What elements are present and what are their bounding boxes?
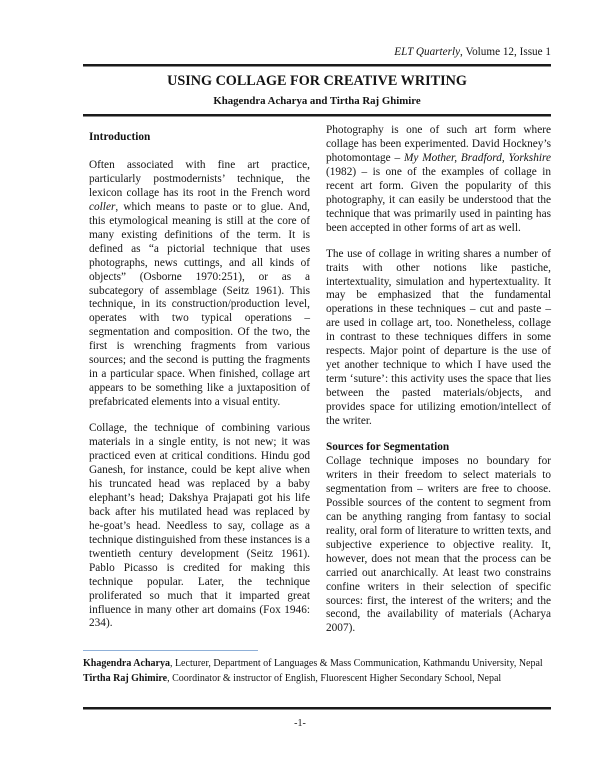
- footnote-name: Khagendra Acharya: [83, 658, 170, 669]
- footnote-author-2: [83, 672, 551, 687]
- italic-title: My Mother, Bradford, Yorkshire: [403, 151, 551, 164]
- spacer: [326, 236, 551, 248]
- section-heading-introduction: Introduction: [89, 131, 151, 143]
- right-column: [326, 124, 551, 636]
- spacer: [89, 145, 310, 159]
- article-authors: Khagendra Acharya and Tirtha Raj Ghimire: [213, 95, 421, 107]
- italic-term: coller: [89, 200, 116, 213]
- page-number: -1-: [294, 718, 306, 729]
- journal-name: ELT Quarterly: [394, 46, 461, 58]
- paragraph-photography: [326, 124, 551, 236]
- journal-issue: , Volume 12, Issue 1: [460, 46, 551, 58]
- paragraph-sources: Collage technique imposes no boundary for writers in their freedom to select materials to segmentation from – writers are free to choose. Possible sources of the content to segment from can be anything ranging from fantasy to social reality, oral form of literature to written texts, and subjective experience to objective reality. It, however, does not mean that the process can be carried out anarchically. At least two constrains confine writers in their selection of specific sources: first, the interest of the writers; and the second, the availability of materials (Acharya 2007).: [326, 454, 551, 635]
- running-header: [394, 46, 551, 58]
- header-rule-top: [83, 64, 551, 67]
- footnotes: [83, 657, 551, 686]
- paragraph-intro-2: Collage, the technique of combining various materials in a single entity, is not new; it was practiced even at critical conditions. Hindu god Ganesh, for instance, could be kept alive when his truncated head was replaced by a baby elephant’s head; Dakshya Prajapati got his life back after his mutilated head was replaced by he-goat’s head. Needless to say, collage as a technique distinguished from these instances is a twentieth century development (Seitz 1961). Pablo Picasso is credited for making this technique popular. Later, the technique proliferated so much that it imparted great influence in many other art domains (Fox 1946: 234).: [89, 422, 310, 630]
- text-run: (1982) – is one of the examples of collage in recent art form. Given the popularity of this photography, it can easily be understood that the technique that was primarily used in painting has been accepted in other forms of art as well.: [326, 165, 551, 234]
- spacer: [326, 429, 551, 441]
- text-run: Often associated with fine art practice, particularly postmodernists’ technique, the lexicon collage has its root in the French word: [89, 158, 310, 199]
- footnote-author-1: [83, 657, 551, 672]
- article-title: USING COLLAGE FOR CREATIVE WRITING: [167, 73, 467, 89]
- header-rule-bottom: [83, 114, 551, 117]
- paragraph-collage-writing: The use of collage in writing shares a number of traits with other notions like pastiche, intertextuality, simulation and hypertextuality. It may be emphasized that the fundamental operations in these techniques – cut and paste – are used in collage art, too. Nonetheless, collage in contrast to these techniques differs in some respects. Major point of departure is the use of yet another technique to which I have used the term ‘suture’: this activity uses the space that lies between the pasted materials/objects, and provides space for utilizing emotion/intellect of the writer.: [326, 247, 551, 428]
- section-heading-sources: Sources for Segmentation: [326, 441, 450, 454]
- footnote-text: , Coordinator & instructor of English, Fluorescent Higher Secondary School, Nepal: [167, 672, 502, 684]
- footnote-name: Tirtha Raj Ghimire: [83, 672, 168, 684]
- spacer: [89, 410, 310, 422]
- footnote-text: , Lecturer, Department of Languages & Mass Communication, Kathmandu University, Nepal: [169, 658, 543, 669]
- text-run: , which means to paste or to glue. And, this etymological meaning is still at the core of many existing definitions of the term. It is defined as “a pictorial technique that uses photographs, news cuttings, and all kinds of objects” (Osborne 1970:251), or as a subcategory of assemblage (Seitz 1961). This technique, in its construction/production level, operates with two typical operations – segmentation and composition. Of the two, the first is wrenching fragments from various sources; and the second is putting the fragments in a particular space. When finished, collage art appears to be something like a juxtaposition of prefabricated elements into a visual entity.: [89, 200, 310, 409]
- footer-rule: [83, 707, 551, 710]
- paragraph-intro-1: [89, 159, 310, 410]
- text-run: Photography is one of such art form where collage has been experimented. David Hockney’s photomontage –: [326, 124, 551, 164]
- left-column: [89, 131, 310, 631]
- footnote-separator: [83, 650, 258, 651]
